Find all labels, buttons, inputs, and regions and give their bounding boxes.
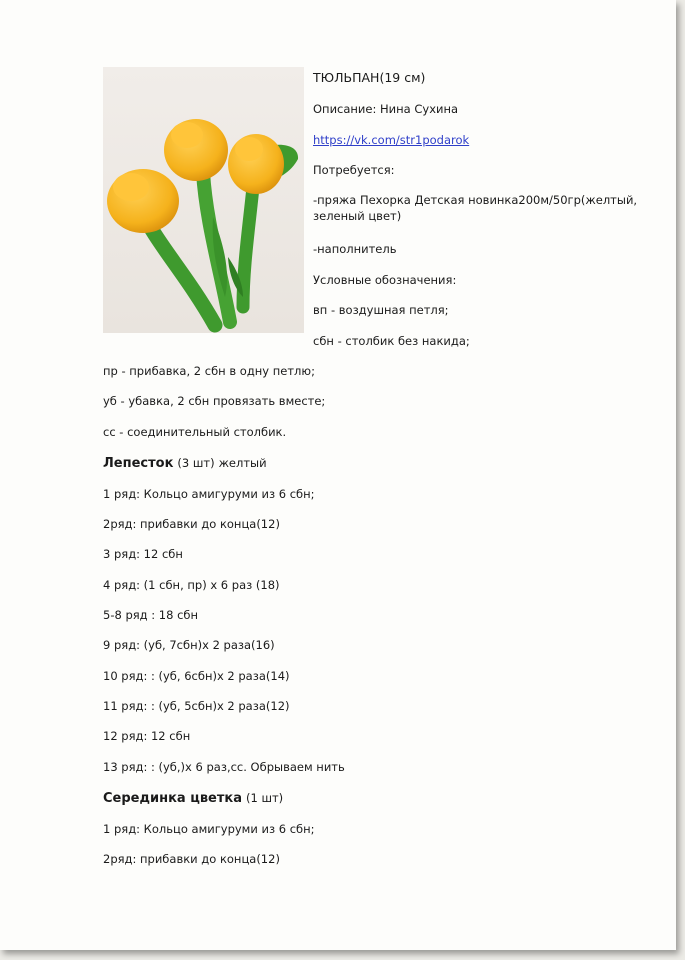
petal-heading (103, 455, 267, 472)
source-link[interactable]: https://vk.com/str1podarok (313, 133, 470, 147)
author-line: Описание: Нина Сухина (313, 102, 459, 116)
materials-heading: Потребуется: (313, 163, 395, 177)
petal-row: 10 ряд: : (уб, 6сбн)х 2 раза(14) (103, 669, 290, 683)
center-count: (1 шт) (246, 791, 284, 805)
petal-row: 3 ряд: 12 сбн (103, 547, 183, 561)
petal-row: 13 ряд: : (уб,)х 6 раз,сс. Обрываем нить (103, 760, 345, 774)
tulips-photo (103, 67, 304, 333)
center-row: 1 ряд: Кольцо амигуруми из 6 сбн; (103, 822, 315, 836)
legend-heading: Условные обозначения: (313, 273, 457, 287)
center-heading-label: Серединка цветка (103, 791, 243, 806)
petal-color: желтый (218, 456, 267, 470)
center-row: 2ряд: прибавки до конца(12) (103, 852, 280, 866)
legend-ss: сс - соединительный столбик. (103, 425, 287, 439)
legend-sbn: сбн - столбик без накида; (313, 334, 470, 348)
legend-vp: вп - воздушная петля; (313, 303, 449, 317)
tulips-illustration (103, 67, 304, 333)
yarn-item: -пряжа Пехорка Детская новинка200м/50гр(желтый, зеленый цвет) (313, 193, 638, 223)
petal-row: 2ряд: прибавки до конца(12) (103, 517, 280, 531)
legend-pr: пр - прибавка, 2 сбн в одну петлю; (103, 364, 315, 378)
petal-row: 12 ряд: 12 сбн (103, 729, 191, 743)
legend-ub: уб - убавка, 2 сбн провязать вместе; (103, 394, 326, 408)
center-heading (103, 790, 283, 807)
petal-row: 5-8 ряд : 18 сбн (103, 608, 199, 622)
filler-item: -наполнитель (313, 242, 397, 256)
petal-count: (3 шт) (177, 456, 215, 470)
petal-row: 11 ряд: : (уб, 5сбн)х 2 раза(12) (103, 699, 290, 713)
petal-row: 1 ряд: Кольцо амигуруми из 6 сбн; (103, 487, 315, 501)
pattern-title: ТЮЛЬПАН(19 см) (313, 70, 426, 85)
petal-row: 9 ряд: (уб, 7сбн)х 2 раза(16) (103, 638, 275, 652)
petal-heading-label: Лепесток (103, 456, 174, 471)
petal-row: 4 ряд: (1 сбн, пр) х 6 раз (18) (103, 578, 280, 592)
